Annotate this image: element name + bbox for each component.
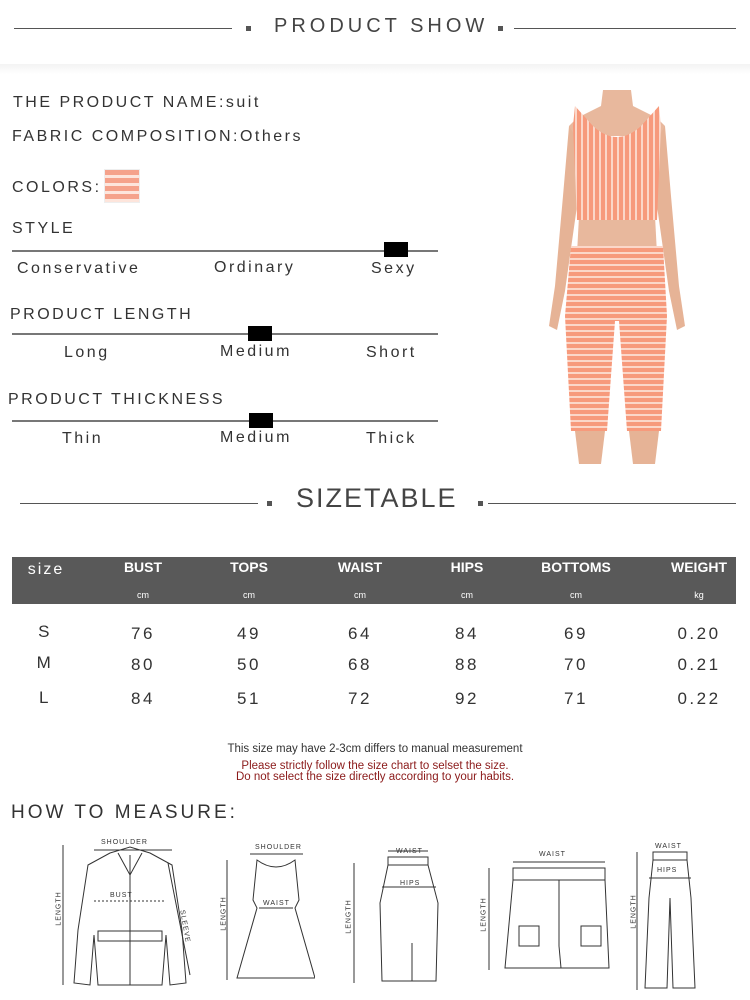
hips-cell: 88 bbox=[455, 655, 479, 674]
sizetable-dot-left bbox=[267, 501, 272, 506]
band-divider bbox=[0, 64, 750, 74]
waist-cell: 64 bbox=[348, 624, 372, 643]
skirt-waist-label: WAIST bbox=[396, 848, 423, 855]
sizetable-rule-left bbox=[20, 503, 258, 504]
trousers-waist-label: WAIST bbox=[655, 843, 682, 850]
colors-label: COLORS: bbox=[12, 179, 102, 196]
column-bottoms: BOTTOMS bbox=[541, 559, 611, 575]
skirt-hips-label: HIPS bbox=[400, 880, 421, 887]
product-name-label: THE PRODUCT NAME: bbox=[13, 94, 226, 111]
fabric-label: FABRIC COMPOSITION: bbox=[12, 128, 240, 145]
sizetable-rule-right bbox=[488, 503, 736, 504]
column-tops: TOPS bbox=[230, 559, 268, 575]
thickness-option-medium: Medium bbox=[220, 429, 292, 446]
thickness-label: PRODUCT THICKNESS bbox=[8, 391, 226, 408]
bottoms-cell: 71 bbox=[564, 689, 588, 708]
weight-cell: 0.22 bbox=[677, 689, 721, 708]
product-photo[interactable] bbox=[535, 86, 700, 466]
bust-cell: 76 bbox=[131, 624, 155, 643]
bottoms-cell: 69 bbox=[564, 624, 588, 643]
trousers-hips-label: HIPS bbox=[657, 867, 678, 874]
how-to-measure-title: HOW TO MEASURE: bbox=[11, 802, 238, 823]
skirt-length-label: LENGTH bbox=[345, 899, 353, 934]
length-selected-marker bbox=[248, 326, 272, 341]
fabric-row bbox=[12, 128, 303, 146]
style-option-ordinary: Ordinary bbox=[214, 259, 296, 276]
thickness-option-thin: Thin bbox=[62, 430, 104, 447]
column-hips: HIPS bbox=[450, 559, 484, 575]
column-waist: WAIST bbox=[337, 559, 383, 575]
thickness-selected-marker bbox=[249, 413, 273, 428]
sizetable-dot-right bbox=[478, 501, 483, 506]
waist-cell: 68 bbox=[348, 655, 372, 674]
jacket-measure-diagram bbox=[50, 835, 210, 995]
trousers-measure-diagram bbox=[625, 838, 715, 993]
bottoms-cell: 70 bbox=[564, 655, 588, 674]
size-cell: L bbox=[39, 688, 51, 707]
tops-cell: 50 bbox=[237, 655, 261, 674]
hips-cell: 92 bbox=[455, 689, 479, 708]
jacket-sleeve-label: SLEEVE bbox=[178, 909, 191, 944]
column-hips-unit: cm bbox=[461, 590, 473, 600]
weight-cell: 0.21 bbox=[677, 655, 721, 674]
column-bottoms-unit: cm bbox=[570, 590, 582, 600]
note-habits: Do not select the size directly according to your habits. bbox=[235, 771, 515, 783]
dress-length-label: LENGTH bbox=[220, 896, 228, 931]
length-label: PRODUCT LENGTH bbox=[10, 306, 194, 323]
sizetable-title: SIZETABLE bbox=[296, 483, 458, 513]
column-tops-unit: cm bbox=[243, 590, 255, 600]
shorts-measure-diagram bbox=[475, 846, 610, 976]
style-option-conservative: Conservative bbox=[17, 260, 141, 277]
size-column-header: size bbox=[27, 561, 65, 578]
weight-cell: 0.20 bbox=[677, 624, 721, 643]
waist-cell: 72 bbox=[348, 689, 372, 708]
product-name-value: suit bbox=[225, 94, 261, 111]
column-weight: WEIGHT bbox=[671, 559, 727, 575]
shorts-waist-label: WAIST bbox=[539, 851, 566, 858]
size-cell: M bbox=[36, 653, 54, 672]
fabric-value: Others bbox=[239, 128, 303, 145]
length-option-medium: Medium bbox=[220, 343, 292, 360]
product-show-title: PRODUCT SHOW bbox=[274, 15, 489, 37]
size-table-header bbox=[12, 557, 736, 604]
dress-waist-label: WAIST bbox=[263, 900, 290, 907]
product-name-row bbox=[13, 94, 261, 112]
tops-cell: 51 bbox=[237, 689, 261, 708]
dress-measure-diagram bbox=[215, 840, 315, 990]
shorts-length-label: LENGTH bbox=[480, 897, 488, 932]
length-option-long: Long bbox=[64, 344, 110, 361]
color-swatch[interactable] bbox=[104, 169, 140, 203]
header-dot-right bbox=[498, 26, 503, 31]
tops-cell: 49 bbox=[237, 624, 261, 643]
header-rule-left bbox=[14, 28, 232, 29]
note-measurement: This size may have 2-3cm differs to manual measurement bbox=[227, 743, 523, 755]
thickness-option-thick: Thick bbox=[366, 430, 417, 447]
note-follow-chart: Please strictly follow the size chart to selset the size. bbox=[241, 760, 509, 772]
length-option-short: Short bbox=[366, 344, 417, 361]
dress-shoulder-label: SHOULDER bbox=[255, 844, 302, 851]
style-scale-line bbox=[12, 250, 438, 252]
header-dot-left bbox=[246, 26, 251, 31]
bust-cell: 84 bbox=[131, 689, 155, 708]
hips-cell: 84 bbox=[455, 624, 479, 643]
column-weight-unit: kg bbox=[694, 590, 704, 600]
size-cell: S bbox=[38, 622, 52, 641]
trousers-length-label: LENGTH bbox=[630, 894, 638, 929]
bust-cell: 80 bbox=[131, 655, 155, 674]
column-bust: BUST bbox=[123, 559, 163, 575]
jacket-length-label: LENGTH bbox=[55, 891, 63, 926]
style-selected-marker bbox=[384, 242, 408, 257]
style-label: STYLE bbox=[12, 220, 76, 237]
column-bust-unit: cm bbox=[137, 590, 149, 600]
header-rule-right bbox=[514, 28, 736, 29]
column-waist-unit: cm bbox=[354, 590, 366, 600]
thickness-scale-line bbox=[12, 420, 438, 422]
jacket-bust-label: BUST bbox=[110, 892, 133, 899]
length-scale-line bbox=[12, 333, 438, 335]
style-option-sexy: Sexy bbox=[371, 260, 417, 277]
jacket-shoulder-label: SHOULDER bbox=[101, 839, 148, 846]
skirt-measure-diagram bbox=[340, 843, 450, 993]
